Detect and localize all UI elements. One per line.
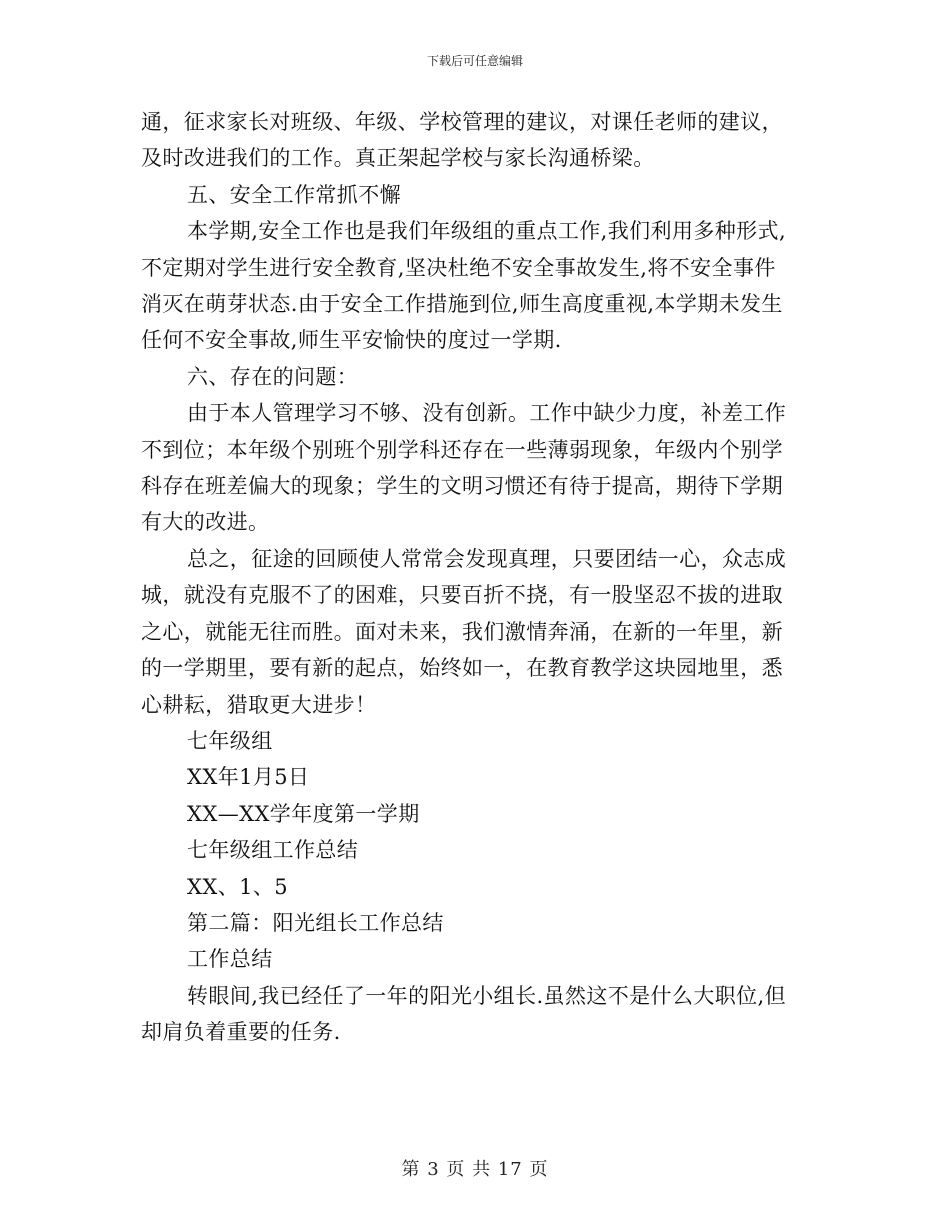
text-line: 转眼间,我已经任了一年的阳光小组长.虽然这不是什么大职位,但 (187, 983, 787, 1008)
text-line: XX年1月5日 (187, 765, 310, 790)
text-line: 总之，征途的回顾使人常常会发现真理，只要团结一心，众志成 (187, 546, 787, 571)
text-line: XX、1、5 (187, 874, 289, 899)
text-line: 通，征求家长对班级、年级、学校管理的建议，对课任老师的建议， (141, 110, 783, 134)
text-line: 任何不安全事故,师生平安愉快的度过一学期. (141, 328, 562, 353)
text-line: 消灭在萌芽状态.由于安全工作措施到位,师生高度重视,本学期未发生 (141, 292, 783, 317)
text-line: 之心，就能无往而胜。面对未来，我们激情奔涌，在新的一年里，新 (141, 619, 783, 644)
text-line: 不定期对学生进行安全教育,坚决杜绝不安全事故发生,将不安全事件 (141, 255, 776, 280)
text-line: 不到位；本年级个别班个别学科还存在一些薄弱现象，年级内个别学 (141, 437, 783, 462)
text-line: 本学期,安全工作也是我们年级组的重点工作,我们利用多种形式, (187, 219, 787, 244)
text-line: 七年级组工作总结 (187, 838, 359, 863)
text-line: 有大的改进。 (141, 510, 270, 535)
text-line: 七年级组 (187, 728, 273, 753)
text-line: 工作总结 (187, 947, 273, 972)
text-line: XX—XX学年度第一学期 (187, 801, 420, 826)
text-line: 六、存在的问题： (187, 364, 359, 389)
text-line: 由于本人管理学习不够、没有创新。工作中缺少力度，补差工作 (187, 401, 787, 426)
text-line: 城，就没有克服不了的困难，只要百折不挠，有一股坚忍不拔的进取 (141, 583, 783, 608)
text-line: 科存在班差偏大的现象；学生的文明习惯还有待于提高，期待下学期 (141, 474, 783, 499)
page-number: 第 3 页 共 17 页 (401, 1159, 549, 1180)
text-line: 却肩负着重要的任务. (141, 1020, 341, 1045)
page-header-note: 下载后可任意编辑 (426, 54, 523, 68)
document-body (141, 104, 821, 1051)
text-line: 五、安全工作常抓不懈 (187, 182, 401, 207)
text-line: 的一学期里，要有新的起点，始终如一，在教育教学这块园地里，悉 (141, 656, 783, 681)
text-line: 心耕耘，猎取更大进步！ (141, 692, 377, 717)
text-line: 第二篇：阳光组长工作总结 (187, 910, 444, 935)
text-line: 及时改进我们的工作。真正架起学校与家长沟通桥梁。 (141, 146, 655, 171)
